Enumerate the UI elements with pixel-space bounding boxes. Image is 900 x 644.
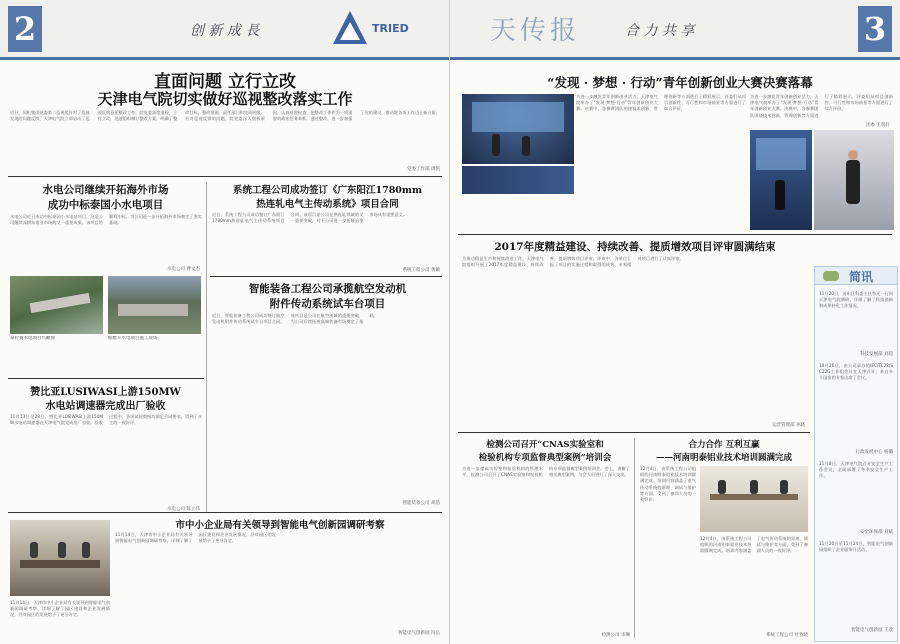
divider <box>8 176 442 177</box>
art1-byline: 水电公司 曹文杰 <box>167 267 200 272</box>
meeting-photo <box>10 520 110 596</box>
brief-byline-3: 安全环保部 刘斌 <box>860 530 893 535</box>
divider <box>8 378 204 379</box>
art5-title: 市中小企业局有关领导到智能电气创新园调研考察 <box>175 520 385 531</box>
page-2-banner <box>0 0 450 60</box>
construction-site-photo <box>108 276 201 334</box>
page-number: 2 <box>8 6 42 52</box>
lead-body: 为进一步激发青年创新创业活力，天津电气院举办了“发现·梦想·行动”青年创新创业大赛。决赛中，各参赛团队围绕技术创新、管理创新等方面进行了精彩展示，评委们从项目创新性、可行性和市场前景等方面进行了综合评价。 <box>576 94 746 112</box>
lead-title-2: 天津电气院切实做好巡视整改落实工作 <box>97 90 353 108</box>
brief-byline-4: 智能电气创新园 王欢 <box>851 628 893 633</box>
divider <box>210 276 442 277</box>
slogan: 创 新 成 長 <box>190 23 260 39</box>
art1-caption-1: 泰拉赛水电项目鸟瞰图 <box>10 336 55 341</box>
art1-title-2: 成功中标泰国小水电项目 <box>47 199 164 211</box>
art3-body: 12月4日，由系统工程公司组织的河南明泰铝业技术培训圆满完成。培训内容涵盖了电气传动系统的原理、调试与维护等方面，受到了参训人员的一致好评。 <box>640 466 696 503</box>
brief-title: 简讯 <box>849 270 874 284</box>
art3-body: 近日，系统工程公司成功签订广东阳江1780mm热连轧电气主传动系统项目合同。该项目是公司在热连轧领域的又一重要突破，对于公司进一步拓展冶金市场具有重要意义。 <box>212 212 408 224</box>
stage-photo-1 <box>462 94 574 164</box>
leaf-icon <box>823 271 839 281</box>
brief-item-1: 11月20日，河东区科委主任李光一行到天津电气院调研，详细了解了科技创新和成果转化工作情况。 <box>819 291 893 309</box>
brief-item-4: 11月20日至11月24日，智能电气创新园组织了企业服务月活动。 <box>819 541 893 553</box>
lead-title-1: 直面问题 立行立改 <box>154 72 296 92</box>
lead-body: 近日，国机集团党委第二巡视组针对了巡视发现的问题反馈，天津电气院立即启动了巡视反馈意见整改工作。院党委高度重视，立行立改，迅速组织制订整改方案，明确了整改目标、整改措施、责任部门和完成时限。针对巡视反馈的问题，院党委深入剖析原因，认真对照检查，把整改工作作为一项重要的政治任务来抓。通过整改，进一步加强了党的建设，推动院各项工作迈上新台阶。 <box>10 110 440 122</box>
art1-caption-2: 帕雅开水电项目施工现场 <box>108 336 158 341</box>
art3-body-cont: 12月4日，由系统工程公司组织的河南明泰铝业技术培训圆满完成。培训内容涵盖了电气传动系统的原理、调试与维护等方面，受到了参训人员的一致好评。 <box>700 536 808 554</box>
art2-title-2: 水电站调速器完成出厂验收 <box>45 401 166 412</box>
art2-byline: 检测公司 李琳 <box>601 633 630 638</box>
lead-title: “发现 · 梦想 · 行动”青年创新创业大赛决赛落幕 <box>547 75 813 90</box>
news-brief-box <box>814 266 898 642</box>
page-3-banner <box>450 0 900 60</box>
divider <box>8 512 442 513</box>
art1-title: 2017年度精益建设、持续改善、提质增效项目评审圆满结束 <box>494 241 776 253</box>
art3-title-1: 合力合作 互利互赢 <box>688 440 760 450</box>
training-photo <box>700 466 808 532</box>
slogan: 合 力 共 享 <box>625 23 695 39</box>
art1-body: 为推动精益生产和持续改进工作，天津电气院组织开展了2017年度精益建设、持续改善、提质增效项目评审。评审中，各单位汇报了项目的实施过程和取得的成效，专家组对项目进行了认真评审。 <box>462 256 684 268</box>
dam-aerial-photo <box>10 276 103 334</box>
art4-body: 近日，智能装备工程公司成功签订航空发动机附件传动系统试车台项目合同。该项目是公司在航空领域的重要突破，为公司后续拓展高端装备市场奠定了基础。 <box>212 313 378 325</box>
art5-byline: 智能电气创新园 冯岳 <box>398 631 440 636</box>
brief-item-2: 10月26日，由公司承办的IEC/TC22/SC22G工作组会议在天津召开，来自多个国家的专家出席了会议。 <box>819 363 893 381</box>
art3-title-2: 热连轧电气主传动系统》项目合同 <box>256 199 399 210</box>
logo-text: TRIED <box>372 22 409 35</box>
divider <box>458 432 810 433</box>
divider <box>458 234 892 235</box>
art1-byline: 运营管理部 孙晓 <box>772 423 805 428</box>
presenter-photo <box>750 130 812 230</box>
art3-title-1: 系统工程公司成功签订《广东阳江1780mm <box>232 185 423 196</box>
art1-body: 水电公司近日成功中标泰国小水电站项目，这是公司继续深耕东南亚市场的又一重要成果。该项目的顺利中标，为公司进一步开拓海外市场奠定了坚实基础。 <box>10 214 202 226</box>
art2-byline: 水电公司 陈立伟 <box>167 507 200 512</box>
art2-title-1: 赞比亚LUSIWASI上游150MW <box>30 387 181 398</box>
brief-byline-1: 科技发展部 刘超 <box>860 352 893 357</box>
art2-title-1: 检测公司召开“CNAS实验室和 <box>486 440 604 450</box>
art3-title-2: ——河南明泰铝业技术培训圆满完成 <box>655 453 792 463</box>
art2-body: 为进一步提高实验室和检验机构的管理水平，检测公司召开了CNAS实验室和检验机构专项监督典型案例培训会。会上，讲解了相关典型案例，与会人员进行了深入交流。 <box>462 466 630 478</box>
brief-byline-2: 行政发展中心 杨璐 <box>855 450 893 455</box>
art5-body-cont: 11月14日，天津市中小企业局有关领导到智能电气创新园调研考察，详细了解了园区建设和企业发展情况，并对园区的发展给予了充分肯定。 <box>10 600 110 618</box>
lead-byline: 党委工作部 周凯 <box>407 167 440 172</box>
lead-byline: 团委 王瑞轩 <box>866 123 890 128</box>
stage-photo-2 <box>462 166 574 194</box>
speaker-photo <box>814 130 894 230</box>
brief-header <box>815 267 897 285</box>
tried-logo-icon <box>330 8 370 48</box>
paper-name: 天传报 <box>490 16 581 46</box>
art4-title-2: 附件传动系统试车台项目 <box>269 298 386 310</box>
column-rule <box>634 438 635 638</box>
art2-body: 11月13日至28日，赞比亚LUSIWASI上游150MW水电站调速器在天津电气院完成出厂验收。验收过程中，各项试验数据均满足合同要求，得到了业主的一致好评。 <box>10 414 202 426</box>
lead-body-cont: 为进一步激发青年创新创业活力，天津电气院举办了“发现·梦想·行动”青年创新创业大赛。决赛中，各参赛团队围绕技术创新、管理创新等方面进行了精彩展示，评委们从项目创新性、可行性和市场前景等方面进行了综合评价。 <box>750 94 893 118</box>
brief-item-3: 11月8日，天津电气院召开安全生产工作会议，全面部署了冬季安全生产工作。 <box>819 461 893 479</box>
art4-title-1: 智能装备工程公司承揽航空发动机 <box>248 283 407 295</box>
art2-title-2: 检验机构专项监督典型案例”培训会 <box>478 453 612 463</box>
column-rule <box>206 182 207 512</box>
art3-byline: 系统工程公司 杜春晓 <box>766 633 808 638</box>
page-number: 3 <box>858 6 892 52</box>
art4-byline: 智能装备公司 胡浩 <box>402 501 440 506</box>
art3-byline: 系统工程公司 黄颖 <box>402 268 440 273</box>
art5-body: 11月14日，天津市中小企业局有关领导到智能电气创新园调研考察，详细了解了园区建设和企业发展情况，并对园区的发展给予了充分肯定。 <box>115 532 276 544</box>
page-3 <box>450 0 900 644</box>
art1-title-1: 水电公司继续开拓海外市场 <box>42 184 169 196</box>
